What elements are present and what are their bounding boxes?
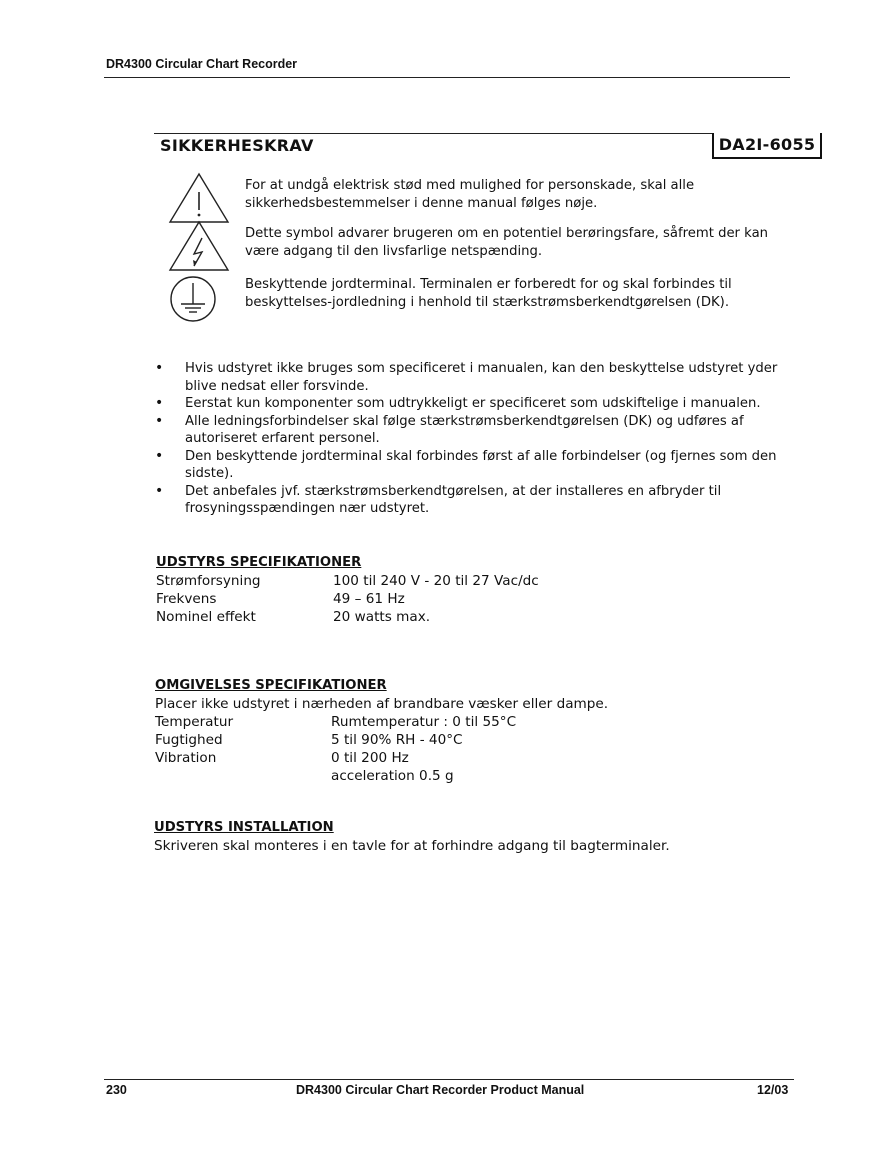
section-title-rule bbox=[154, 133, 714, 134]
environment-specs-heading: OMGIVELSES SPECIFIKATIONER bbox=[155, 678, 387, 693]
list-item: • Hvis udstyret ikke bruges som specificeret i manualen, kan den beskyttelse udstyret yder blive nedsat eller forsvinde. bbox=[155, 360, 778, 394]
footer-date: 12/03 bbox=[757, 1083, 789, 1097]
safety-note-shock: Dette symbol advarer brugeren om en potentiel berøringsfare, såfremt der kan være adgang til den livsfarlige netspænding. bbox=[245, 226, 769, 259]
spec-value: 5 til 90% RH - 40°C bbox=[331, 732, 463, 748]
safety-note-general: For at undgå elektrisk stød med mulighed for personskade, skal alle sikkerhedsbestemmelser i denne manual følges nøje. bbox=[245, 178, 695, 211]
list-item: • Eerstat kun komponenter som udtrykkeligt er specificeret som udskiftelige i manualen. bbox=[155, 395, 761, 411]
spec-label: Frekvens bbox=[156, 591, 217, 607]
list-item: • Det anbefales jvf. stærkstrømsberkendtgørelsen, at der installeres en afbryder til frosyningsspændingen nær udstyret. bbox=[155, 482, 722, 516]
environment-intro: Placer ikke udstyret i nærheden af brandbare væsker eller dampe. bbox=[155, 696, 609, 712]
safety-bullet-list bbox=[155, 360, 805, 518]
spec-label: Vibration bbox=[155, 750, 217, 766]
safety-note-earth: Beskyttende jordterminal. Terminalen er forberedt for og skal forbindes til beskyttelses-jordledning i henhold til stærkstrømsberkendtgørelsen (DK). bbox=[245, 277, 732, 310]
list-item: • Alle ledningsforbindelser skal følge stærkstrømsberkendtgørelsen (DK) og udføres af autoriseret erfarent personel. bbox=[155, 412, 744, 446]
spec-value: 0 til 200 Hz bbox=[331, 750, 409, 766]
electric-shock-warning-icon bbox=[168, 220, 230, 272]
spec-value: 100 til 240 V - 20 til 27 Vac/dc bbox=[333, 573, 539, 589]
header-rule bbox=[104, 77, 790, 78]
installation-heading: UDSTYRS INSTALLATION bbox=[154, 820, 334, 835]
spec-value: 20 watts max. bbox=[333, 609, 431, 625]
warning-triangle-icon bbox=[168, 172, 230, 224]
list-item: • Den beskyttende jordterminal skal forbindes først af alle forbindelser (og fjernes som den sidste). bbox=[155, 447, 777, 481]
spec-value: acceleration 0.5 g bbox=[331, 768, 454, 784]
spec-label: Nominel effekt bbox=[156, 609, 256, 625]
spec-value: Rumtemperatur : 0 til 55°C bbox=[331, 714, 517, 730]
equipment-specs-heading: UDSTYRS SPECIFIKATIONER bbox=[156, 555, 362, 570]
spec-value: 49 – 61 Hz bbox=[333, 591, 405, 607]
spec-label: Temperatur bbox=[155, 714, 234, 730]
protective-earth-icon bbox=[168, 274, 218, 324]
footer-manual-title: DR4300 Circular Chart Recorder Product Manual bbox=[296, 1083, 585, 1097]
section-title: SIKKERHESKRAV bbox=[160, 136, 314, 155]
running-header: DR4300 Circular Chart Recorder bbox=[106, 57, 298, 71]
spec-label: Strømforsyning bbox=[156, 573, 261, 589]
footer-rule bbox=[104, 1079, 794, 1080]
page-number: 230 bbox=[106, 1083, 127, 1097]
spec-label: Fugtighed bbox=[155, 732, 223, 748]
installation-text: Skriveren skal monteres i en tavle for at forhindre adgang til bagterminaler. bbox=[154, 838, 670, 854]
document-code: DA2I-6055 bbox=[712, 133, 822, 159]
